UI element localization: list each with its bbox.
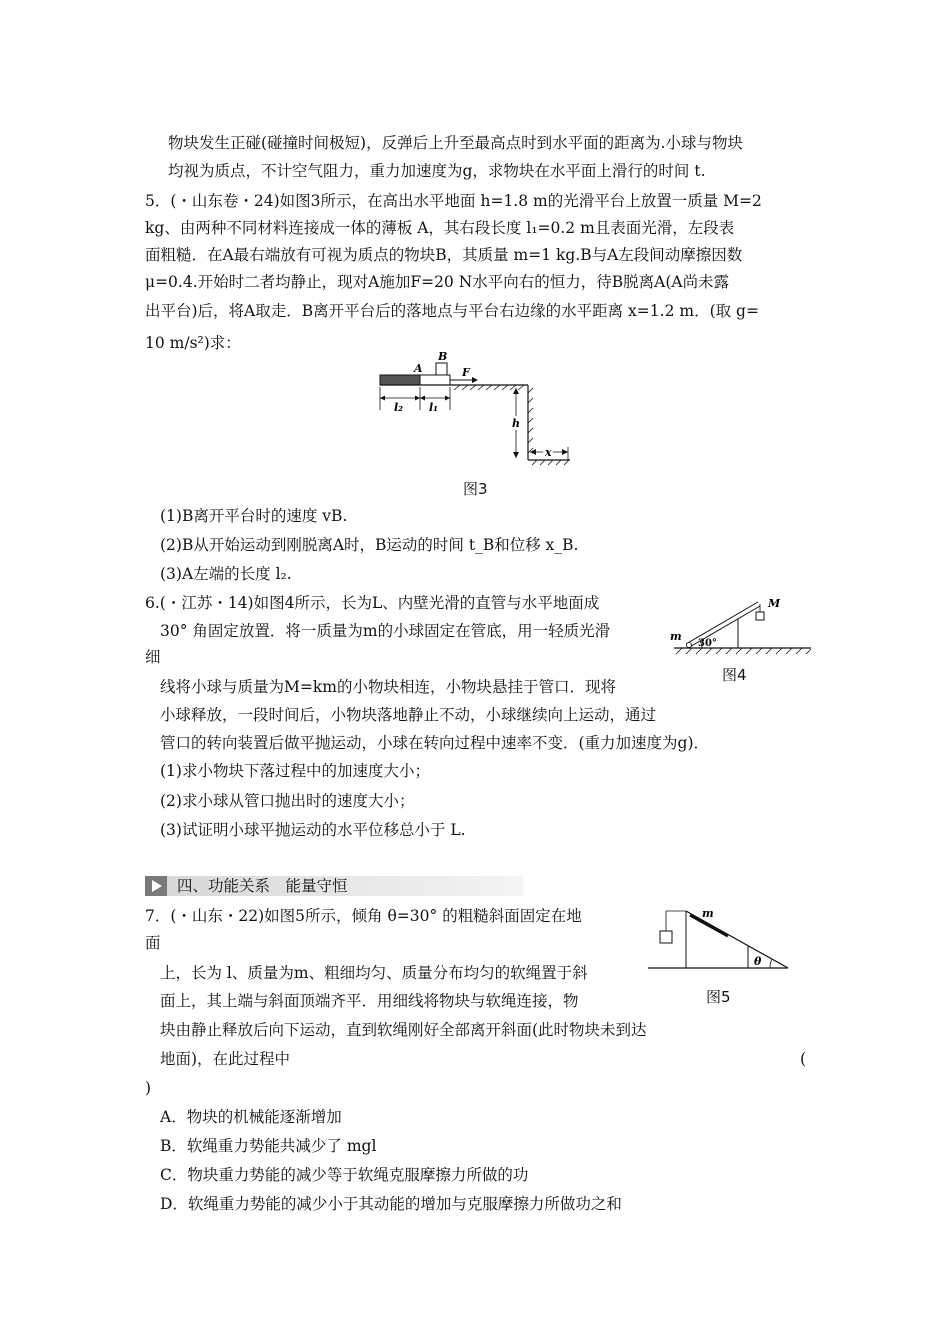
q6-line-2: 30° 角固定放置．将一质量为m的小球固定在管底，用一轻质光滑 (160, 622, 611, 640)
figure-5-caption: 图5 (706, 988, 731, 1006)
fig3-label-f: F (462, 366, 470, 379)
section-heading (145, 876, 523, 896)
q7-option-d: D．软绳重力势能的减少小于其动能的增加与克服摩擦力所做功之和 (160, 1195, 622, 1213)
l2-arrow-left (380, 396, 385, 401)
section-arrow-icon (145, 876, 167, 896)
q7-line-2: 面 (145, 934, 161, 952)
l1-arrow-left (420, 396, 425, 401)
q5-line-6: 10 m/s²)求： (145, 334, 241, 352)
q5-line-3: 面粗糙．在A最右端放有可视为质点的物块B，其质量 m=1 kg.B与A左段间动摩擦因数 (145, 246, 743, 264)
fig3-label-l2: l₂ (394, 401, 403, 414)
q5-sub-1: (1)B离开平台时的速度 vB. (160, 507, 348, 525)
q5-line-2: kg、由两种不同材料连接成一体的薄板 A，其右段长度 l₁=0.2 m且表面光滑，左段表 (145, 219, 735, 237)
q7-answer-bracket-open: ( (800, 1050, 807, 1068)
fig3-label-h: h (512, 417, 520, 430)
q7-line-5: 块由静止释放后向下运动，直到软绳刚好全部离开斜面(此时物块未到达 (160, 1021, 647, 1039)
q6-sub-3: (3)试证明小球平抛运动的水平位移总小于 L. (160, 821, 466, 839)
l1-arrow-right (445, 396, 450, 401)
block-m-big (756, 612, 764, 620)
fig5-label-theta: θ (754, 955, 762, 968)
fig5-label-m: m (702, 907, 714, 920)
q5-line-1: 5．(・山东卷・24)如图3所示，在高出水平地面 h=1.8 m的光滑平台上放置一质量 M=2 (145, 192, 762, 210)
h-arrow-top (513, 388, 519, 394)
q7-line-6: 地面)，在此过程中 (160, 1050, 291, 1068)
q7-option-b: B．软绳重力势能共减少了 mgl (160, 1137, 377, 1155)
q6-line-1: 6.(・江苏・14)如图4所示，长为L、内壁光滑的直管与水平地面成 (145, 594, 600, 612)
block-b (436, 363, 447, 375)
platform-hatch (454, 385, 524, 390)
figure-4 (666, 590, 816, 660)
x-arrow-right (562, 449, 568, 455)
l2-arrow-right (415, 396, 420, 401)
tube-upper (686, 602, 758, 644)
intro-line-2: 均视为质点，不计空气阻力，重力加速度为g，求物块在水平面上滑行的时间 t. (168, 162, 706, 180)
q7-line-3: 上，长为 l、质量为m、粗细均匀、质量分布均匀的软绳置于斜 (160, 964, 588, 982)
q5-line-5: 出平台)后，将A取走．B离开平台后的落地点与平台右边缘的水平距离 x=1.2 m．(取 g= (145, 302, 759, 320)
figure-4-caption: 图4 (722, 666, 747, 684)
fig4-label-angle: 30° (698, 638, 717, 649)
fig3-label-b: B (438, 350, 448, 363)
section-title: 四、功能关系 能量守恒 (177, 877, 348, 895)
q7-line-4: 面上，其上端与斜面顶端齐平．用细线将物块与软绳连接，物 (160, 992, 579, 1010)
ball-m (687, 643, 692, 648)
q6-line-5: 小球释放，一段时间后，小物块落地静止不动，小球继续向上运动，通过 (160, 706, 657, 724)
fig4-label-m-big: M (768, 597, 781, 610)
plate-a-smooth (420, 375, 450, 385)
q6-line-4: 线将小球与质量为M=km的小物块相连，小物块悬挂于管口．现将 (160, 678, 616, 696)
q6-line-3: 细 (145, 648, 161, 666)
figure-3 (370, 348, 580, 473)
q5-line-4: μ=0.4.开始时二者均静止，现对A施加F=20 N水平向右的恒力，待B脱离A(A尚未露 (145, 273, 730, 291)
plate-a-rough (380, 375, 420, 385)
fig3-label-x: x (545, 446, 552, 459)
q7-option-a: A．物块的机械能逐渐增加 (160, 1108, 342, 1126)
q6-sub-1: (1)求小物块下落过程中的加速度大小； (160, 762, 430, 780)
figure-3-caption: 图3 (463, 480, 488, 498)
fig5-angle-arc (770, 959, 772, 968)
force-arrowhead (472, 377, 478, 383)
fig5-block (660, 931, 672, 943)
fig4-ground-hatch (676, 648, 811, 654)
ground-hatch (532, 460, 569, 465)
intro-line-1: 物块发生正碰(碰撞时间极短)，反弹后上升至最高点时到水平面的距离为.小球与物块 (168, 134, 744, 152)
q6-sub-2: (2)求小球从管口抛出时的速度大小； (160, 792, 415, 810)
q7-line-1: 7．(・山东・22)如图5所示，倾角 θ=30° 的粗糙斜面固定在地 (145, 907, 582, 925)
q7-answer-bracket-close: ) (145, 1079, 152, 1097)
fig4-label-m: m (670, 630, 682, 643)
q5-sub-2: (2)B从开始运动到刚脱离A时，B运动的时间 t_B和位移 x_B. (160, 536, 579, 554)
q6-line-6: 管口的转向装置后做平抛运动，小球在转向过程中速率不变．(重力加速度为g)． (160, 734, 710, 752)
q7-option-c: C．物块重力势能的减少等于软绳克服摩擦力所做的功 (160, 1166, 529, 1184)
fig3-label-a: A (414, 362, 423, 375)
q5-sub-3: (3)A左端的长度 l₂. (160, 565, 292, 583)
wall-hatch (528, 388, 533, 453)
h-arrow-bottom (513, 452, 519, 458)
figure-5 (646, 905, 796, 980)
fig3-label-l1: l₁ (429, 401, 438, 414)
